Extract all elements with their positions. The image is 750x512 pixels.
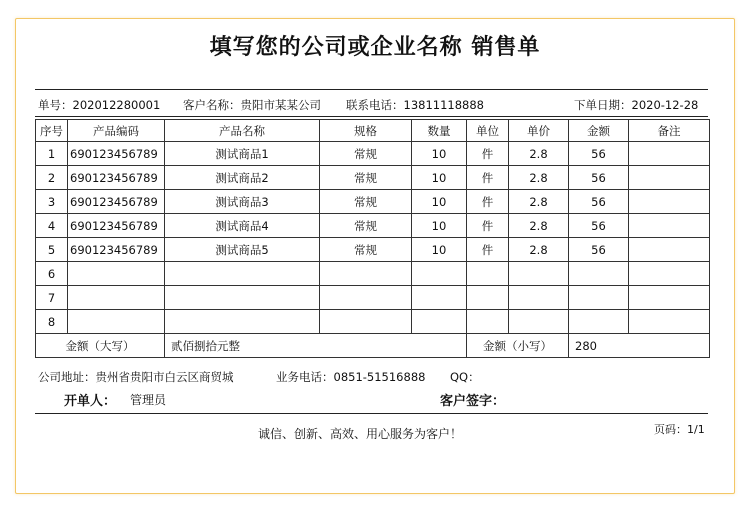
cell-name: 测试商品1 [165,142,320,166]
cell-price: 2.8 [509,238,569,262]
col-header-amount: 金额 [569,120,629,142]
cell-code: 690123456789 [68,214,165,238]
table-header-row [36,120,710,142]
cell-code: 690123456789 [68,166,165,190]
cell-name: 测试商品3 [165,190,320,214]
cell-code [68,310,165,334]
order-table [35,119,710,358]
cell-name [165,310,320,334]
table-row [36,190,710,214]
cell-spec [320,310,412,334]
cell-code: 690123456789 [68,190,165,214]
cell-no: 4 [36,214,68,238]
cell-unit: 件 [467,142,509,166]
cell-price: 2.8 [509,166,569,190]
cell-note [629,190,710,214]
issuer-value: 管理员 [130,393,167,407]
col-header-qty: 数量 [412,120,467,142]
cell-no: 7 [36,286,68,310]
issuer-label: 开单人： [64,394,117,409]
cell-spec: 常规 [320,166,412,190]
cell-qty [412,286,467,310]
order-number: 单号：202012280001 [38,98,161,112]
slogan: 诚信、创新、高效、用心服务为客户！ [258,427,463,441]
page-number: 页码：1/1 [654,423,705,436]
amount-lower-label: 金额（小写） [467,334,569,358]
col-header-name: 产品名称 [165,120,320,142]
cell-name: 测试商品2 [165,166,320,190]
col-header-no: 序号 [36,120,68,142]
cell-qty: 10 [412,166,467,190]
cell-code: 690123456789 [68,238,165,262]
cell-spec: 常规 [320,190,412,214]
cell-note [629,286,710,310]
cell-amount [569,286,629,310]
cell-amount: 56 [569,238,629,262]
col-header-spec: 规格 [320,120,412,142]
cell-code [68,262,165,286]
cell-note [629,142,710,166]
cell-price: 2.8 [509,190,569,214]
cell-amount: 56 [569,142,629,166]
cell-spec [320,262,412,286]
company-address: 公司地址：贵州省贵阳市白云区商贸城 [38,370,234,384]
cell-price: 2.8 [509,214,569,238]
table-row [36,310,710,334]
cell-code: 690123456789 [68,142,165,166]
cell-amount: 56 [569,214,629,238]
amount-upper-label: 金额（大写） [36,334,165,358]
cell-qty: 10 [412,142,467,166]
amount-lower-value: 280 [569,334,710,358]
cell-unit [467,262,509,286]
col-header-price: 单价 [509,120,569,142]
cell-no: 1 [36,142,68,166]
cell-price: 2.8 [509,142,569,166]
cell-unit: 件 [467,238,509,262]
table-row [36,262,710,286]
cell-no: 8 [36,310,68,334]
cell-unit [467,310,509,334]
cell-name: 测试商品4 [165,214,320,238]
cell-no: 6 [36,262,68,286]
table-row [36,142,710,166]
cell-amount [569,310,629,334]
cell-note [629,166,710,190]
cell-qty: 10 [412,238,467,262]
cell-name [165,262,320,286]
cell-unit: 件 [467,214,509,238]
cell-spec [320,286,412,310]
cell-price [509,262,569,286]
cell-spec: 常规 [320,238,412,262]
business-phone: 业务电话：0851-51516888 [276,370,426,384]
cell-note [629,214,710,238]
cell-no: 5 [36,238,68,262]
contact-phone: 联系电话：13811118888 [346,98,484,112]
col-header-note: 备注 [629,120,710,142]
cell-amount: 56 [569,190,629,214]
amount-upper-value: 贰佰捌拾元整 [165,334,467,358]
customer-name: 客户名称：贵阳市某某公司 [183,98,321,112]
qq-number: QQ： [450,370,480,384]
footer-rule [35,413,708,414]
cell-price [509,286,569,310]
col-header-unit: 单位 [467,120,509,142]
totals-row [36,334,710,358]
cell-note [629,262,710,286]
document-title: 填写您的公司或企业名称 销售单 [209,35,541,60]
table-row [36,166,710,190]
cell-spec: 常规 [320,142,412,166]
cell-unit [467,286,509,310]
cell-qty: 10 [412,190,467,214]
cell-code [68,286,165,310]
cell-unit: 件 [467,166,509,190]
cell-note [629,310,710,334]
cell-note [629,238,710,262]
cell-qty [412,310,467,334]
col-header-code: 产品编码 [68,120,165,142]
cell-price [509,310,569,334]
header-bottom-rule [35,116,708,117]
header-top-rule [35,89,708,90]
cell-name [165,286,320,310]
table-row [36,238,710,262]
cell-no: 2 [36,166,68,190]
cell-qty: 10 [412,214,467,238]
table-row [36,214,710,238]
cell-amount: 56 [569,166,629,190]
table-row [36,286,710,310]
cell-spec: 常规 [320,214,412,238]
order-date: 下单日期：2020-12-28 [574,98,699,112]
cell-unit: 件 [467,190,509,214]
cell-no: 3 [36,190,68,214]
cell-amount [569,262,629,286]
customer-signature-label: 客户签字： [440,394,506,409]
cell-name: 测试商品5 [165,238,320,262]
cell-qty [412,262,467,286]
